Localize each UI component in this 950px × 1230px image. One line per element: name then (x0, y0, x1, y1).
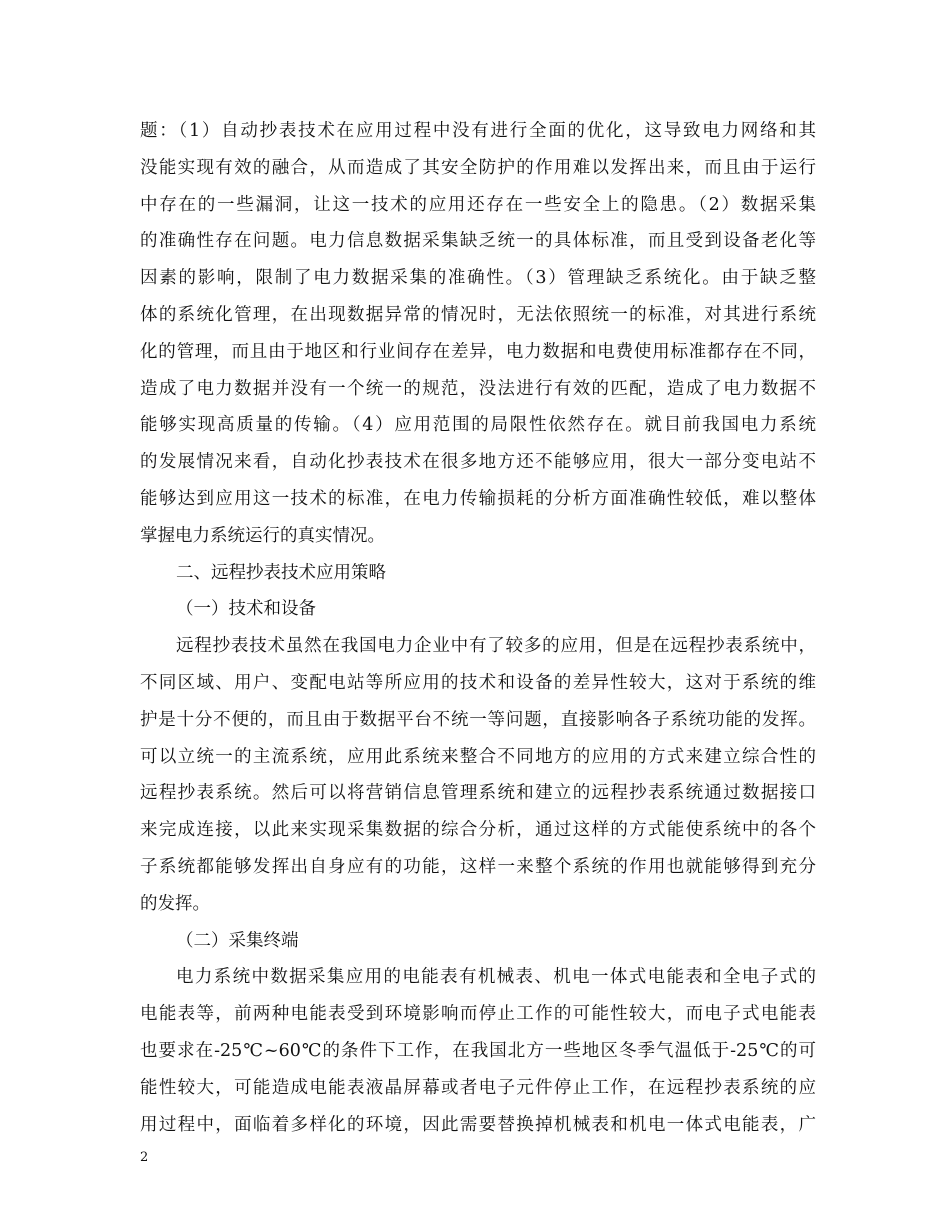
paragraph-line: 远程抄表系统。然后可以将营销信息管理系统和建立的远程抄表系统通过数据接口 (140, 783, 816, 804)
paragraph-line: 不同区域、用户、变配电站等所应用的技术和设备的差异性较大，这对于系统的维 (140, 672, 816, 693)
body-text (140, 113, 816, 1143)
paragraph-line: 因素的影响，限制了电力数据采集的准确性。（3）管理缺乏系统化。由于缺乏整 (140, 268, 816, 289)
paragraph-line: 子系统都能够发挥出自身应有的功能，这样一来整个系统的作用也就能够得到充分 (140, 856, 816, 877)
paragraph-line: 远程抄表技术虽然在我国电力企业中有了较多的应用，但是在远程抄表系统中， (176, 636, 816, 657)
section-heading: 二、远程抄表技术应用策略 (176, 562, 386, 583)
paragraph-line: 的发展情况来看，自动化抄表技术在很多地方还不能够应用，很大一部分变电站不 (140, 452, 816, 473)
paragraph-line: 可以立统一的主流系统，应用此系统来整合不同地方的应用的方式来建立综合性的 (140, 746, 816, 767)
paragraph-line: 的准确性存在问题。电力信息数据采集缺乏统一的具体标准，而且受到设备老化等 (140, 231, 816, 252)
paragraph-line: 造成了电力数据并没有一个统一的规范，没法进行有效的匹配，造成了电力数据不 (140, 378, 816, 399)
paragraph-line: 能够实现高质量的传输。（4）应用范围的局限性依然存在。就目前我国电力系统 (140, 415, 816, 436)
paragraph-line: 电能表等，前两种电能表受到环境影响而停止工作的可能性较大，而电子式电能表 (140, 1004, 816, 1025)
paragraph-line: 化的管理，而且由于地区和行业间存在差异，电力数据和电费使用标准都存在不同， (140, 341, 816, 362)
paragraph-line: 电力系统中数据采集应用的电能表有机械表、机电一体式电能表和全电子式的 (176, 967, 816, 988)
paragraph-line: 掌握电力系统运行的真实情况。 (140, 525, 385, 546)
page-number: 2 (140, 1150, 149, 1165)
paragraph-line: 题：（1）自动抄表技术在应用过程中没有进行全面的优化，这导致电力网络和其 (140, 121, 816, 141)
paragraph-line: 能够达到应用这一技术的标准，在电力传输损耗的分析方面准确性较低，难以整体 (140, 488, 816, 509)
paragraph-line: 的发挥。 (140, 893, 210, 914)
paragraph-line: 能性较大，可能造成电能表液晶屏幕或者电子元件停止工作，在远程抄表系统的应 (140, 1077, 816, 1098)
paragraph-line: 也要求在-25℃~60℃的条件下工作，在我国北方一些地区冬季气温低于-25℃的可 (140, 1040, 816, 1061)
paragraph-line: 体的系统化管理，在出现数据异常的情况时，无法依照统一的标准，对其进行系统 (140, 304, 816, 325)
paragraph-line: 用过程中，面临着多样化的环境，因此需要替换掉机械表和机电一体式电能表，广 (140, 1114, 816, 1135)
subsection-heading: （二）采集终端 (176, 930, 299, 951)
paragraph-line: 没能实现有效的融合，从而造成了其安全防护的作用难以发挥出来，而且由于运行 (140, 157, 816, 178)
subsection-heading: （一）技术和设备 (176, 599, 316, 620)
paragraph-line: 来完成连接，以此来实现采集数据的综合分析，通过这样的方式能使系统中的各个 (140, 820, 816, 841)
paragraph-line: 中存在的一些漏洞，让这一技术的应用还存在一些安全上的隐患。（2）数据采集 (140, 194, 816, 215)
paragraph-line: 护是十分不便的，而且由于数据平台不统一等问题，直接影响各子系统功能的发挥。 (140, 709, 816, 730)
